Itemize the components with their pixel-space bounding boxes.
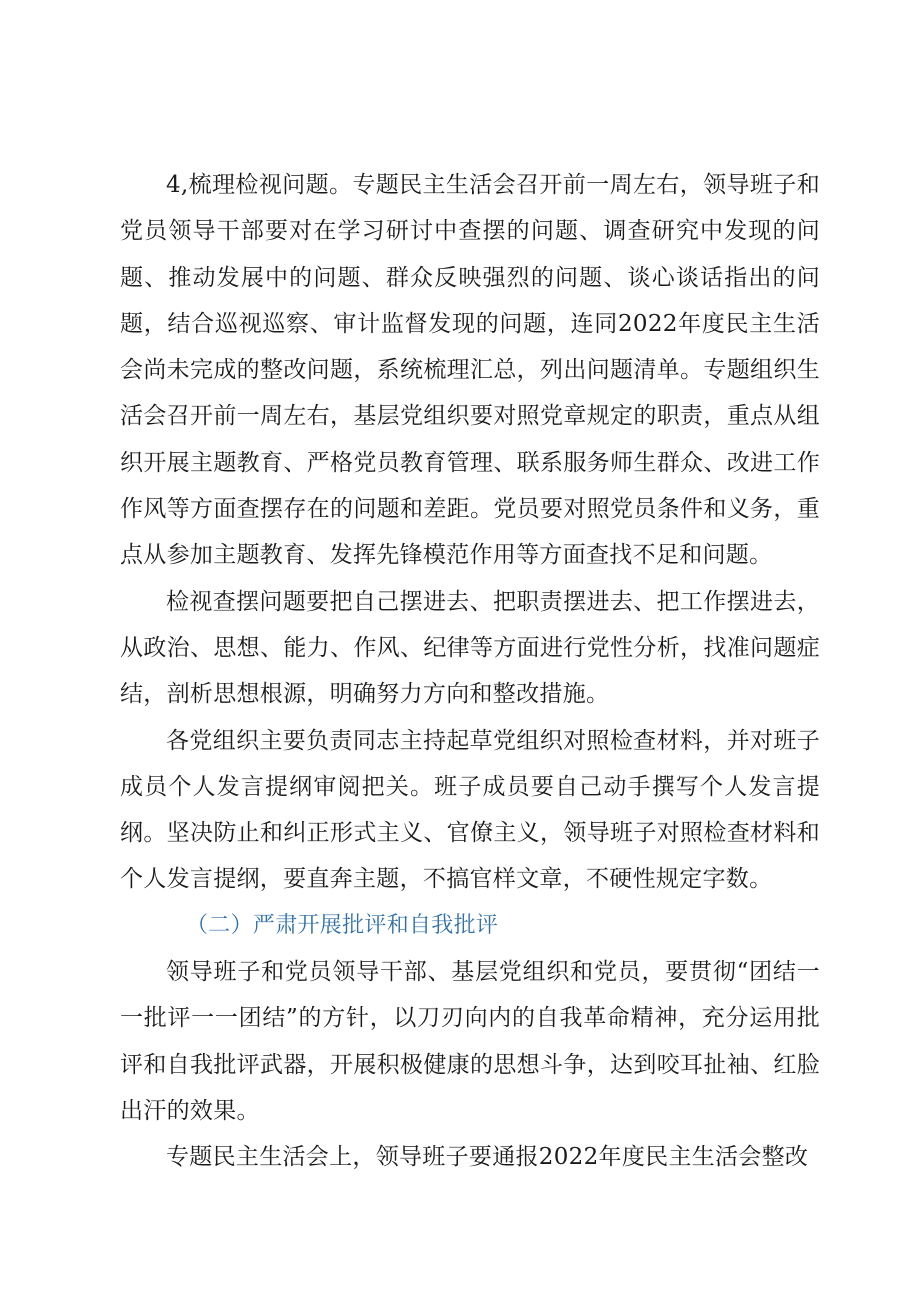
paragraph-2: 检视查摆问题要把自己摆进去、把职责摆进去、把工作摆进去，从政治、思想、能力、作风、纪律等方面进行党性分析，找准问题症结，剖析思想根源，明确努力方向和整改措施。: [120, 588, 820, 708]
document-body: [120, 162, 820, 1181]
paragraph-1: 4,梳理检视问题。专题民主生活会召开前一周左右，领导班子和党员领导干部要对在学习研讨中查摆的问题、调查研究中发现的问题、推动发展中的问题、群众反映强烈的问题、谈心谈话指出的问题，结合巡视巡察、审计监督发现的问题，连同2022年度民主生活会尚未完成的整改问题，系统梳理汇总，列出问题清单。专题组织生活会召开前一周左右，基层党组织要对照党章规定的职责，重点从组织开展主题教育、严格党员教育管理、联系服务师生群众、改进工作作风等方面查摆存在的问题和差距。党员要对照党员条件和义务，重点从参加主题教育、发挥先锋模范作用等方面查找不足和问题。: [120, 172, 820, 569]
paragraph-5: 专题民主生活会上，领导班子要通报2022年度民主生活会整改: [166, 1144, 809, 1171]
paragraph-3: 各党组织主要负责同志主持起草党组织对照检查材料，并对班子成员个人发言提纲审阅把关。班子成员要自己动手撰写个人发言提纲。坚决防止和纠正形式主义、官僚主义，领导班子对照检查材料和个人发言提纲，要直奔主题，不搞官样文章，不硬性规定字数。: [120, 727, 820, 893]
section-heading: （二）严肃开展批评和自我批评: [186, 912, 499, 938]
paragraph-4: 领导班子和党员领导干部、基层党组织和党员，要贯彻“团结一一批评一一团结”的方针，以刀刃向内的自我革命精神，充分运用批评和自我批评武器，开展积极健康的思想斗争，达到咬耳扯袖、红脸出汗的效果。: [120, 959, 820, 1124]
